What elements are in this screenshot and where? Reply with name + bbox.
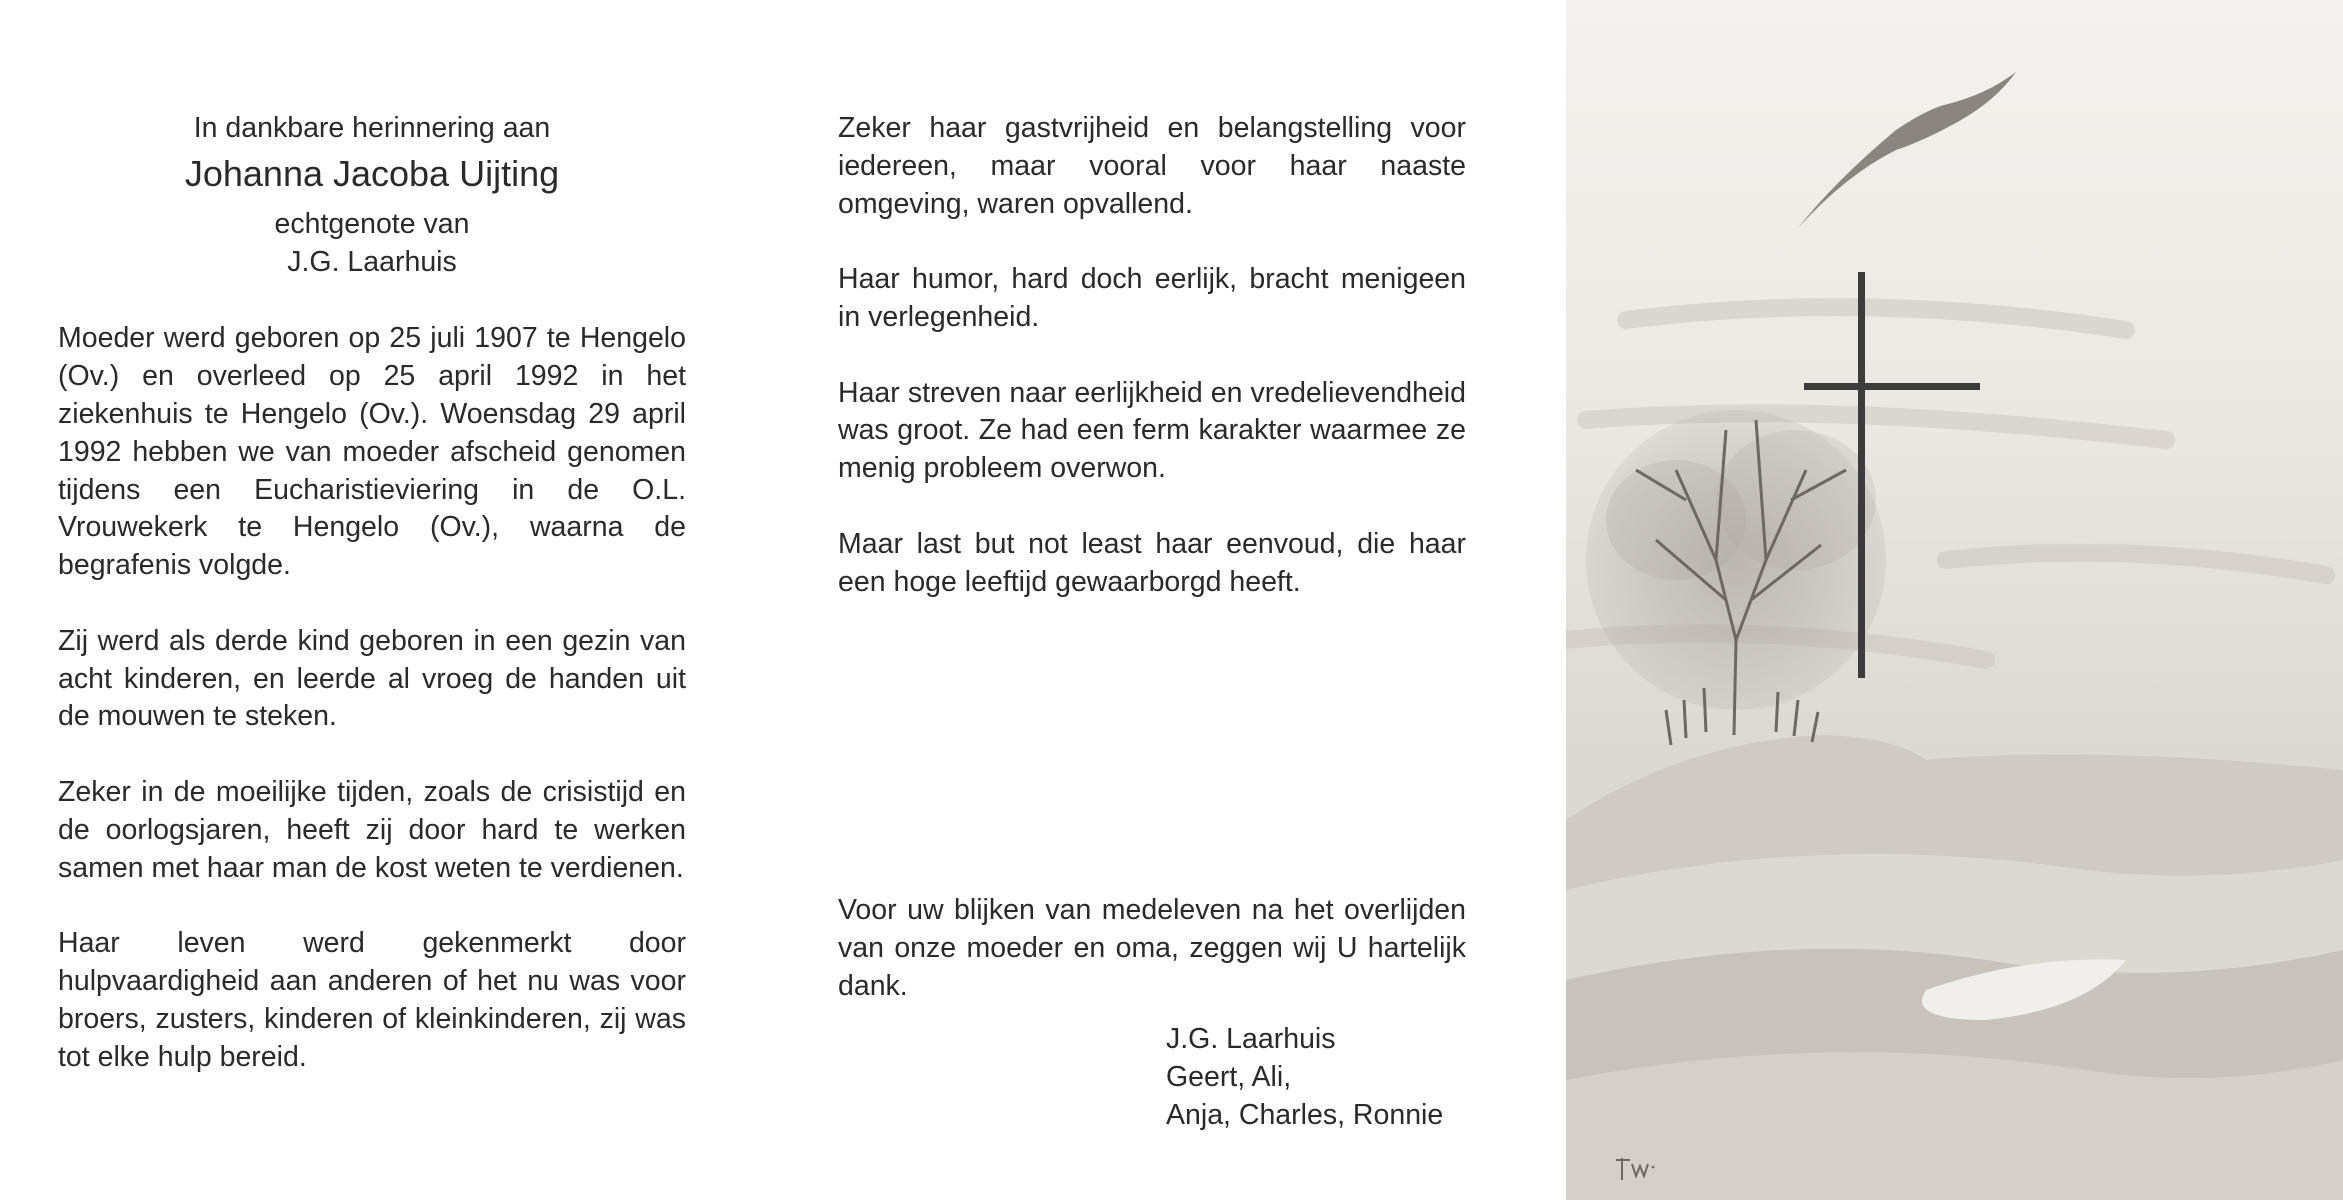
signature-line: Anja, Charles, Ronnie [1166,1098,1444,1131]
deceased-name: Johanna Jacoba Uijting [184,152,560,194]
character-paragraph: Maar last but not least haar eenvoud, die haar een hoge leeftijd gewaarborgd heeft. [838,527,1466,598]
biography-paragraph: Moeder werd geboren op 25 juli 1907 te Hengelo (Ov.) en overleed op 25 april 1992 in het ziekenhuis te Hengelo (Ov.). Woensdag 29 april 1992 hebben we van moeder afscheid genomen tijdens een Eucharistieviering in de O.L. Vrouwekerk te Hengelo (Ov.), waarna de begrafenis volgde. [58,322,686,582]
thanks-paragraph: Voor uw blijken van medeleven na het overlijden van onze moeder en oma, zeggen wij U hartelijk dank. [838,894,1466,1002]
memorial-artwork [1566,0,2343,1200]
middle-column [838,110,1466,601]
left-column [58,110,686,1076]
character-paragraph: Haar streven naar eerlijkheid en vredelievendheid was groot. Ze had een ferm karakter waarmee ze menig probleem overwon. [838,376,1466,485]
hills-icon [1566,735,2343,1200]
signature-line: Geert, Ali, [1166,1060,1292,1093]
spouse-name: J.G. Laarhuis [287,245,457,278]
character-paragraph: Zeker haar gastvrijheid en belangstelling voor iedereen, maar vooral voor haar naaste omgeving, waren opvallend. [838,112,1466,220]
biography-paragraph: Zeker in de moeilijke tijden, zoals de crisistijd en de oorlogsjaren, heeft zij door hard te werken samen met haar man de kost weten te verdienen. [58,775,686,884]
biography-paragraph: Zij werd als derde kind geboren in een gezin van acht kinderen, en leerde al vroeg de handen uit de mouwen te steken. [58,624,686,733]
signature-block [1166,1021,1443,1134]
memorial-heading [58,110,686,281]
biography-paragraph: Haar leven werd gekenmerkt door hulpvaardigheid aan anderen of het nu was voor broers, zusters, kinderen of kleinkinderen, zij was tot elke hulp bereid. [58,927,686,1073]
intro-line: In dankbare herinnering aan [193,112,551,144]
character-paragraph: Haar humor, hard doch eerlijk, bracht menigeen in verlegenheid. [838,263,1466,333]
spouse-label: echtgenote van [274,207,470,240]
signature-line: J.G. Laarhuis [1166,1023,1336,1055]
